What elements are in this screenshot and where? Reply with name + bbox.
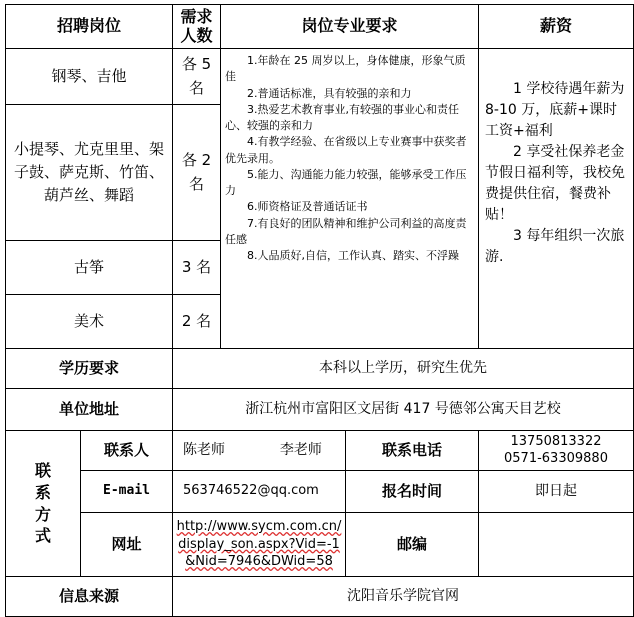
position-count: 2 名	[173, 295, 221, 349]
contact-persons	[173, 431, 346, 471]
person-2: 李老师	[279, 442, 322, 459]
education-row	[6, 349, 634, 389]
requirement-item: 5.能力、沟通能力能力较强，能够承受工作压力	[225, 167, 467, 198]
source-label: 信息来源	[6, 577, 173, 617]
position-name: 钢琴、吉他	[6, 49, 173, 105]
person-label: 联系人	[81, 431, 173, 471]
position-row	[6, 49, 634, 105]
source-row	[6, 577, 634, 617]
deadline-label: 报名时间	[346, 471, 479, 513]
salary-item: 3 每年组织一次旅游.	[485, 228, 625, 265]
education-value: 本科以上学历，研究生优先	[173, 349, 634, 389]
deadline-value: 即日起	[479, 471, 634, 513]
requirement-item: 6.师资格证及普通话证书	[247, 200, 368, 214]
postcode-value	[479, 513, 634, 577]
contact-row	[6, 471, 634, 513]
header-salary: 薪资	[479, 5, 634, 49]
contact-row	[6, 513, 634, 577]
address-row	[6, 389, 634, 431]
position-count: 各 2 名	[173, 105, 221, 241]
person-1: 陈老师	[183, 442, 225, 459]
website-label: 网址	[81, 513, 173, 577]
requirements-list	[221, 49, 479, 349]
contact-phones	[479, 431, 634, 471]
education-label: 学历要求	[6, 349, 173, 389]
contact-section-label: 联 系 方 式	[6, 431, 81, 577]
requirement-item: 8.人品质好,自信，工作认真、踏实、不浮躁	[247, 249, 459, 263]
header-row	[6, 5, 634, 49]
header-position: 招聘岗位	[6, 5, 173, 49]
position-name: 美术	[6, 295, 173, 349]
requirement-item: 4.有教学经验、在省级以上专业赛事中获奖者优先录用。	[225, 135, 467, 165]
email-value[interactable]: 563746522@qq.com	[173, 471, 346, 513]
recruitment-table	[5, 4, 634, 617]
header-count: 需求人数	[173, 5, 221, 49]
position-count: 3 名	[173, 241, 221, 295]
phone-2: 0571-63309880	[504, 450, 608, 466]
phone-1: 13750813322	[510, 433, 602, 449]
phone-label: 联系电话	[346, 431, 479, 471]
source-value: 沈阳音乐学院官网	[173, 577, 634, 617]
salary-list	[479, 49, 634, 349]
address-label: 单位地址	[6, 389, 173, 431]
position-count: 各 5 名	[173, 49, 221, 105]
header-requirements: 岗位专业要求	[221, 5, 479, 49]
position-name: 小提琴、尤克里里、架子鼓、萨克斯、竹笛、葫芦丝、舞蹈	[6, 105, 173, 241]
website-link[interactable]: http://www.sycm.com.cn/ display_son.aspx?Vid=-1 &Nid=7946&DWid=58	[173, 513, 346, 577]
email-label: E-mail	[81, 471, 173, 513]
address-value: 浙江杭州市富阳区文居街 417 号德邻公寓天目艺校	[173, 389, 634, 431]
requirement-item: 2.普通话标准，具有较强的亲和力	[247, 86, 412, 100]
contact-row	[6, 431, 634, 471]
postcode-label: 邮编	[346, 513, 479, 577]
requirement-item: 3.热爱艺术教育事业,有较强的事业心和责任心、较强的亲和力	[225, 102, 459, 133]
requirement-item: 1.年龄在 25 周岁以上，身体健康，形象气质佳	[225, 54, 466, 84]
requirement-item: 7.有良好的团队精神和维护公司利益的高度责任感	[225, 216, 467, 246]
position-name: 古筝	[6, 241, 173, 295]
salary-item: 1 学校待遇年薪为 8-10 万，底薪+课时工资+福利	[485, 81, 625, 139]
salary-item: 2 享受社保养老金节假日福利等，我校免费提供住宿，餐费补贴！	[485, 144, 625, 223]
